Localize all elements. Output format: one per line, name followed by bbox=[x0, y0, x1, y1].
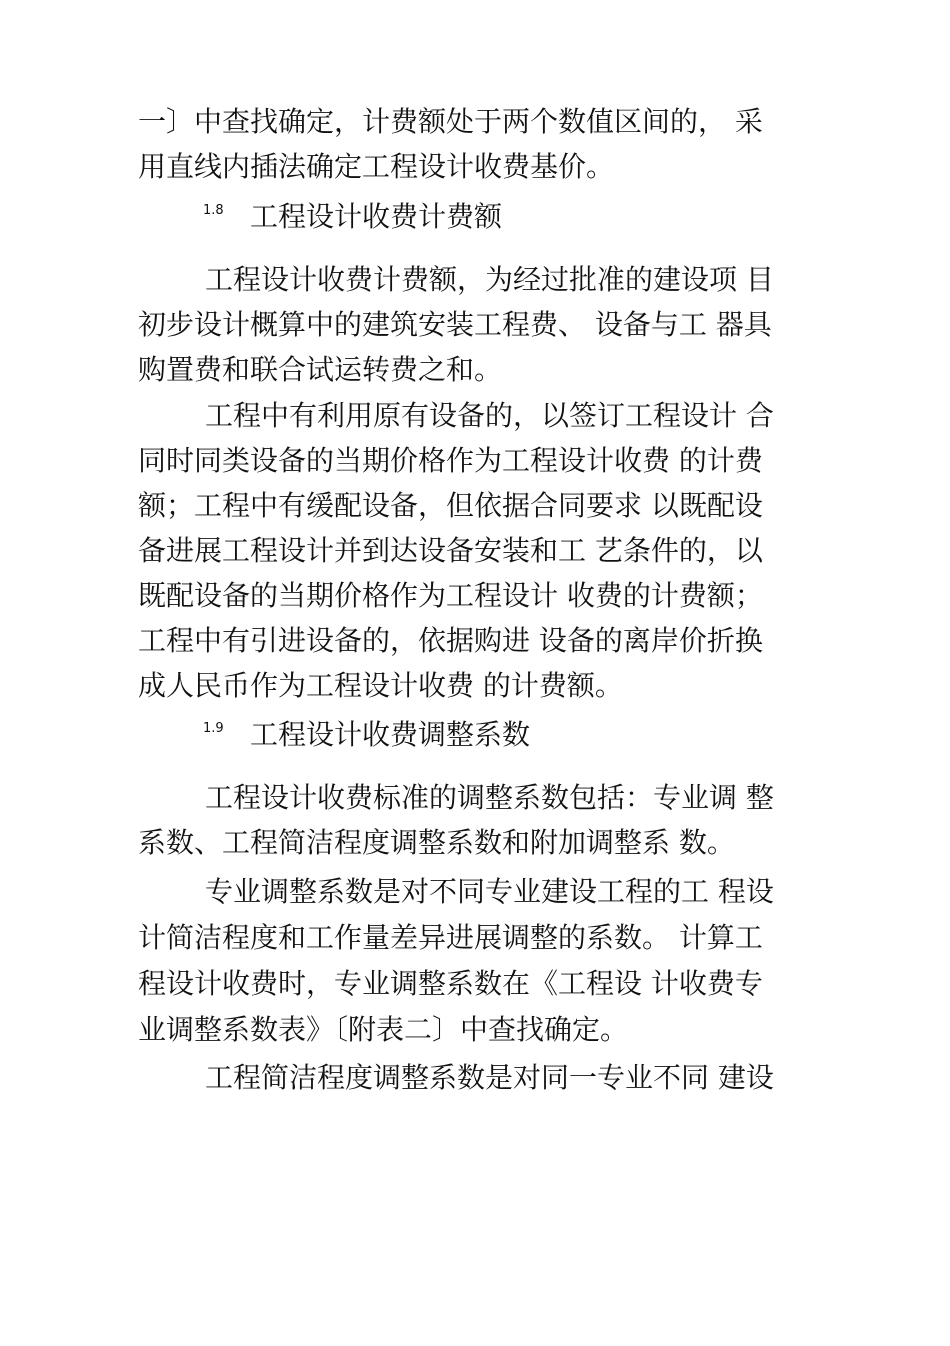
text-line: 同时同类设备的当期价格作为工程设计收费 的计费 bbox=[138, 444, 763, 477]
text-line: 工程中有利用原有设备的，以签订工程设计 合 bbox=[205, 399, 774, 432]
text-line: 业调整系数表》〔附表二〕中查找确定。 bbox=[138, 1013, 629, 1046]
text-line: 系数、工程简洁程度调整系数和附加调整系 数。 bbox=[138, 826, 735, 859]
text-line: 备进展工程设计并到达设备安装和工 艺条件的，以 bbox=[138, 534, 763, 567]
text-line: 成人民币作为工程设计收费 的计费额。 bbox=[138, 669, 623, 702]
text-line: 一〕中查找确定，计费额处于两个数值区间的， 采 bbox=[138, 105, 763, 138]
text-line: 既配设备的当期价格作为工程设计 收费的计费额； bbox=[138, 579, 763, 612]
text-line: 工程设计收费标准的调整系数包括：专业调 整 bbox=[205, 781, 774, 814]
section-title: 工程设计收费计费额 bbox=[250, 200, 503, 233]
text-line: 工程中有引进设备的，依据购进 设备的离岸价折换 bbox=[138, 624, 763, 657]
text-line: 工程简洁程度调整系数是对同一专业不同 建设 bbox=[205, 1061, 774, 1094]
text-line: 购置费和联合试运转费之和。 bbox=[138, 353, 503, 386]
text-line: 专业调整系数是对不同专业建设工程的工 程设 bbox=[205, 875, 774, 908]
text-line: 用直线内插法确定工程设计收费基价。 bbox=[138, 150, 615, 183]
text-line: 额；工程中有缓配设备，但依据合同要求 以既配设 bbox=[138, 489, 763, 522]
text-line: 程设计收费时，专业调整系数在《工程设 计收费专 bbox=[138, 967, 763, 1000]
text-line: 初步设计概算中的建筑安装工程费、 设备与工 器具 bbox=[138, 308, 772, 341]
section-number: 1.9 bbox=[203, 721, 224, 736]
text-line: 计简洁程度和工作量差异进展调整的系数。 计算工 bbox=[138, 921, 763, 954]
section-title: 工程设计收费调整系数 bbox=[250, 718, 531, 751]
section-number: 1.8 bbox=[203, 203, 224, 218]
text-line: 工程设计收费计费额，为经过批准的建设项 目 bbox=[205, 263, 774, 296]
